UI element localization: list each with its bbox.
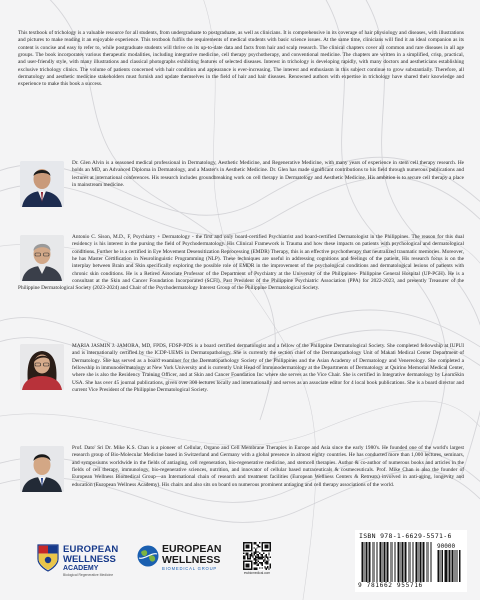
globe-icon [136, 544, 160, 568]
author-bio-antonio-sison [18, 234, 464, 293]
author-bio-maria-jamora [18, 343, 464, 394]
author-photo [20, 344, 64, 390]
author-photo [20, 446, 64, 492]
logo-text: EUROPEAN [162, 543, 222, 555]
barcode-digits: 9 781662 955716 [358, 582, 423, 589]
isbn-number: ISBN 978-1-6629-5571-6 [359, 532, 452, 540]
cover-footer [0, 530, 480, 600]
european-wellness-academy-logo [36, 542, 126, 588]
author-bio-mike-chan [18, 445, 464, 494]
bio-text: Prof. Dato' Sri Dr. Mike K.S. Chan is a pioneer of Cellular, Organo and Cell Membrane Therapies in Europe and Asia since the early 1980's. He founded one of the world's largest research group of Bio-Molecular Medicine based in Switzerland and Germany with a global presence in almost eighty countries. He has conducted more than 1,000 lectures, seminars, and symposiums worldwide in the fields of antiaging, cell regeneration, bio-regenerative medicine, and stemcell therapies. Author & co-author of numerous books and articles in the fields of cell therapy, immunology, bio-regenerative sciences, nutrition, and innovator of cellular based nutraceuticals & cosmeceuticals. Prof. Mike Chan is also the founder of European Wellness Biomedical Group—an International chain of research and treatment facilities (European Wellness Centers & Retreats) involved in anti-aging, longevity and education (European Wellness Academy). His chairs and also sits on board on numerous prominent antiaging and cell therapy associations of the world. [72, 445, 464, 488]
logo-tagline: BIOMEDICAL GROUP [162, 566, 217, 571]
author-bio-glen-alvin [18, 160, 464, 209]
price-addon-barcode [437, 550, 463, 582]
logo-text: ACADEMY [63, 565, 99, 572]
bio-text: Dr. Glen Alvin is a seasoned medical professional in Dermatology, Aesthetic Medicine, and Regenerative Medicine, with many years of experience in stem cell therapy research. He holds an MD, an Advanced Diploma in Dermatology, and a Master's in Aesthetic Medicine. Dr. Glen has made significant contributions to his field through numerous publications and lectures at international conferences. His research includes groundbreaking work on cell therapy in Dermatology and Aesthetic Medicine. His ambition is to secure cell therapy a place in mainstream medicine. [72, 160, 464, 189]
book-description: This textbook of trichology is a valuable resource for all students, from undergraduate to postgraduate, as well as clinicians. It is comprehensive in its coverage of hair physiology and diseases, with illustrations and pictures to make reading it an enjoyable experience. This textbook fulfils the requirements of medical students with basic science issues. At the same time, clinicians will find it an ideal companion as its content is concise and easy to refer to, while postgraduate students will thrive on its up-to-date data and facts from hair and scalp research. The clinical chapters cover all common and rare diseases in all age groups. The book incorporates various therapeutic modalities, including integrative medicine, cell therapy psychotherapy, and conventional medicine. The chapters are written in a simplified, crisp, practical, and user-friendly style, with many illustrations and classical photographs exhibiting features of selected diseases. Interest in trichology is developing rapidly, with many doctors and aestheticians establishing exclusive trichology clinics. The volume of patients concerned with hair condition and appearance is ever-increasing. The interest and enthusiasm in this subject continue to grow substantially. Therefore, all dermatology and aesthetic medicine stakeholders must furnish and update themselves in the field of hair and hair diseases. Renowned authors with expertise in trichology have shared their knowledge and experience to make this book a success. [18, 30, 464, 88]
author-photo [20, 161, 64, 207]
isbn-barcode-block [355, 530, 467, 592]
qr-code [243, 542, 271, 570]
logo-text: WELLNESS [162, 554, 221, 566]
ean-barcode [361, 542, 433, 582]
logo-text: EUROPEAN [63, 544, 119, 555]
logo-tagline: Biological Regenerative Medicine [63, 573, 114, 577]
logo-text: WELLNESS [63, 554, 116, 565]
european-wellness-biomedical-logo [136, 544, 236, 584]
qr-label: ewbiomedical.com [243, 571, 271, 575]
author-photo [20, 235, 64, 281]
shield-crest-icon [36, 543, 60, 573]
bio-text: Antonio C. Sison, M.D., F, Psychiatry + Dermatology - the first and only board-certified Psychiatrist and board-certified Dermatologist in the Philippines. The reason for this dual residency is his interest in the pursing the field of Psychodermatology. His Clinical Framework is Trauma and how these impacts on patients with psychological and dermatological conditions. Further he is a certified in Eye Movement Desensitization Reprocessing (EMDR) Therapy, this is an effective psychotherapy that neutralized traumatic memories. Moreover, he has Master Certification in Neurolinguistic Programming (NLP). These techniques are useful in addressing cognitions and feelings of the patient. His research focus is on the interplay between Brain and Skin specifically exploring the possible role of EMDR in the improvement of the psychological conditions and dermatological lesions of patients with chronic skin conditions. He is a Retired Associate Professor of the Department of Psychiatry at the University of the Philippines- Philippine General Hospital (UP-PGH). He is a consultant at the Skin and Cancer Foundation Incorporated (SCFI). Past President of the Philippine Psychiatric Association (PPA) for 2022-2023, and presently Treasurer of the Philippine Dermatological Society (2023-2024) and Chair of the Psychodermatology Interest Group of the Philippine Dermatological Society. [18, 234, 464, 292]
bio-text: MARIA JASMIN J. JAMORA, MD, FPDS, FDSP-PDS is a board certified dermatologist and a fellow of the Philippine Dermatological Society. She completed fellowship at IUPUI and is internationally certified by the ICDP-UEMS in Dermatopathology. She is currently the section chief of the Dermatopathology Unit of Makati Medical Center Department of Dermatology. She has served as a board examiner for the Dermatopathology Society of the Philippines and the Asian Academy of Dermatology and Venereology. She completed a fellowship in immunodermatology at New York University and is currently Unit Head of Immunodermatology at the Departments of Dermatology at Quirino Memorial Medical Center, where she is also the Residency Training Officer, and at Skin and Cancer Foundation Inc where she serves as the Vice Chair. She is certified in Integrative dermatology by LearnSkin USA. She has over 45 journal publications, given over 300 lectures locally and internationally and serves as an associate editor for 4 local book publications. She is a board director and current Vice President of the Philippine Dermatological Society. [72, 343, 464, 394]
price-code: 90000 [437, 543, 456, 550]
